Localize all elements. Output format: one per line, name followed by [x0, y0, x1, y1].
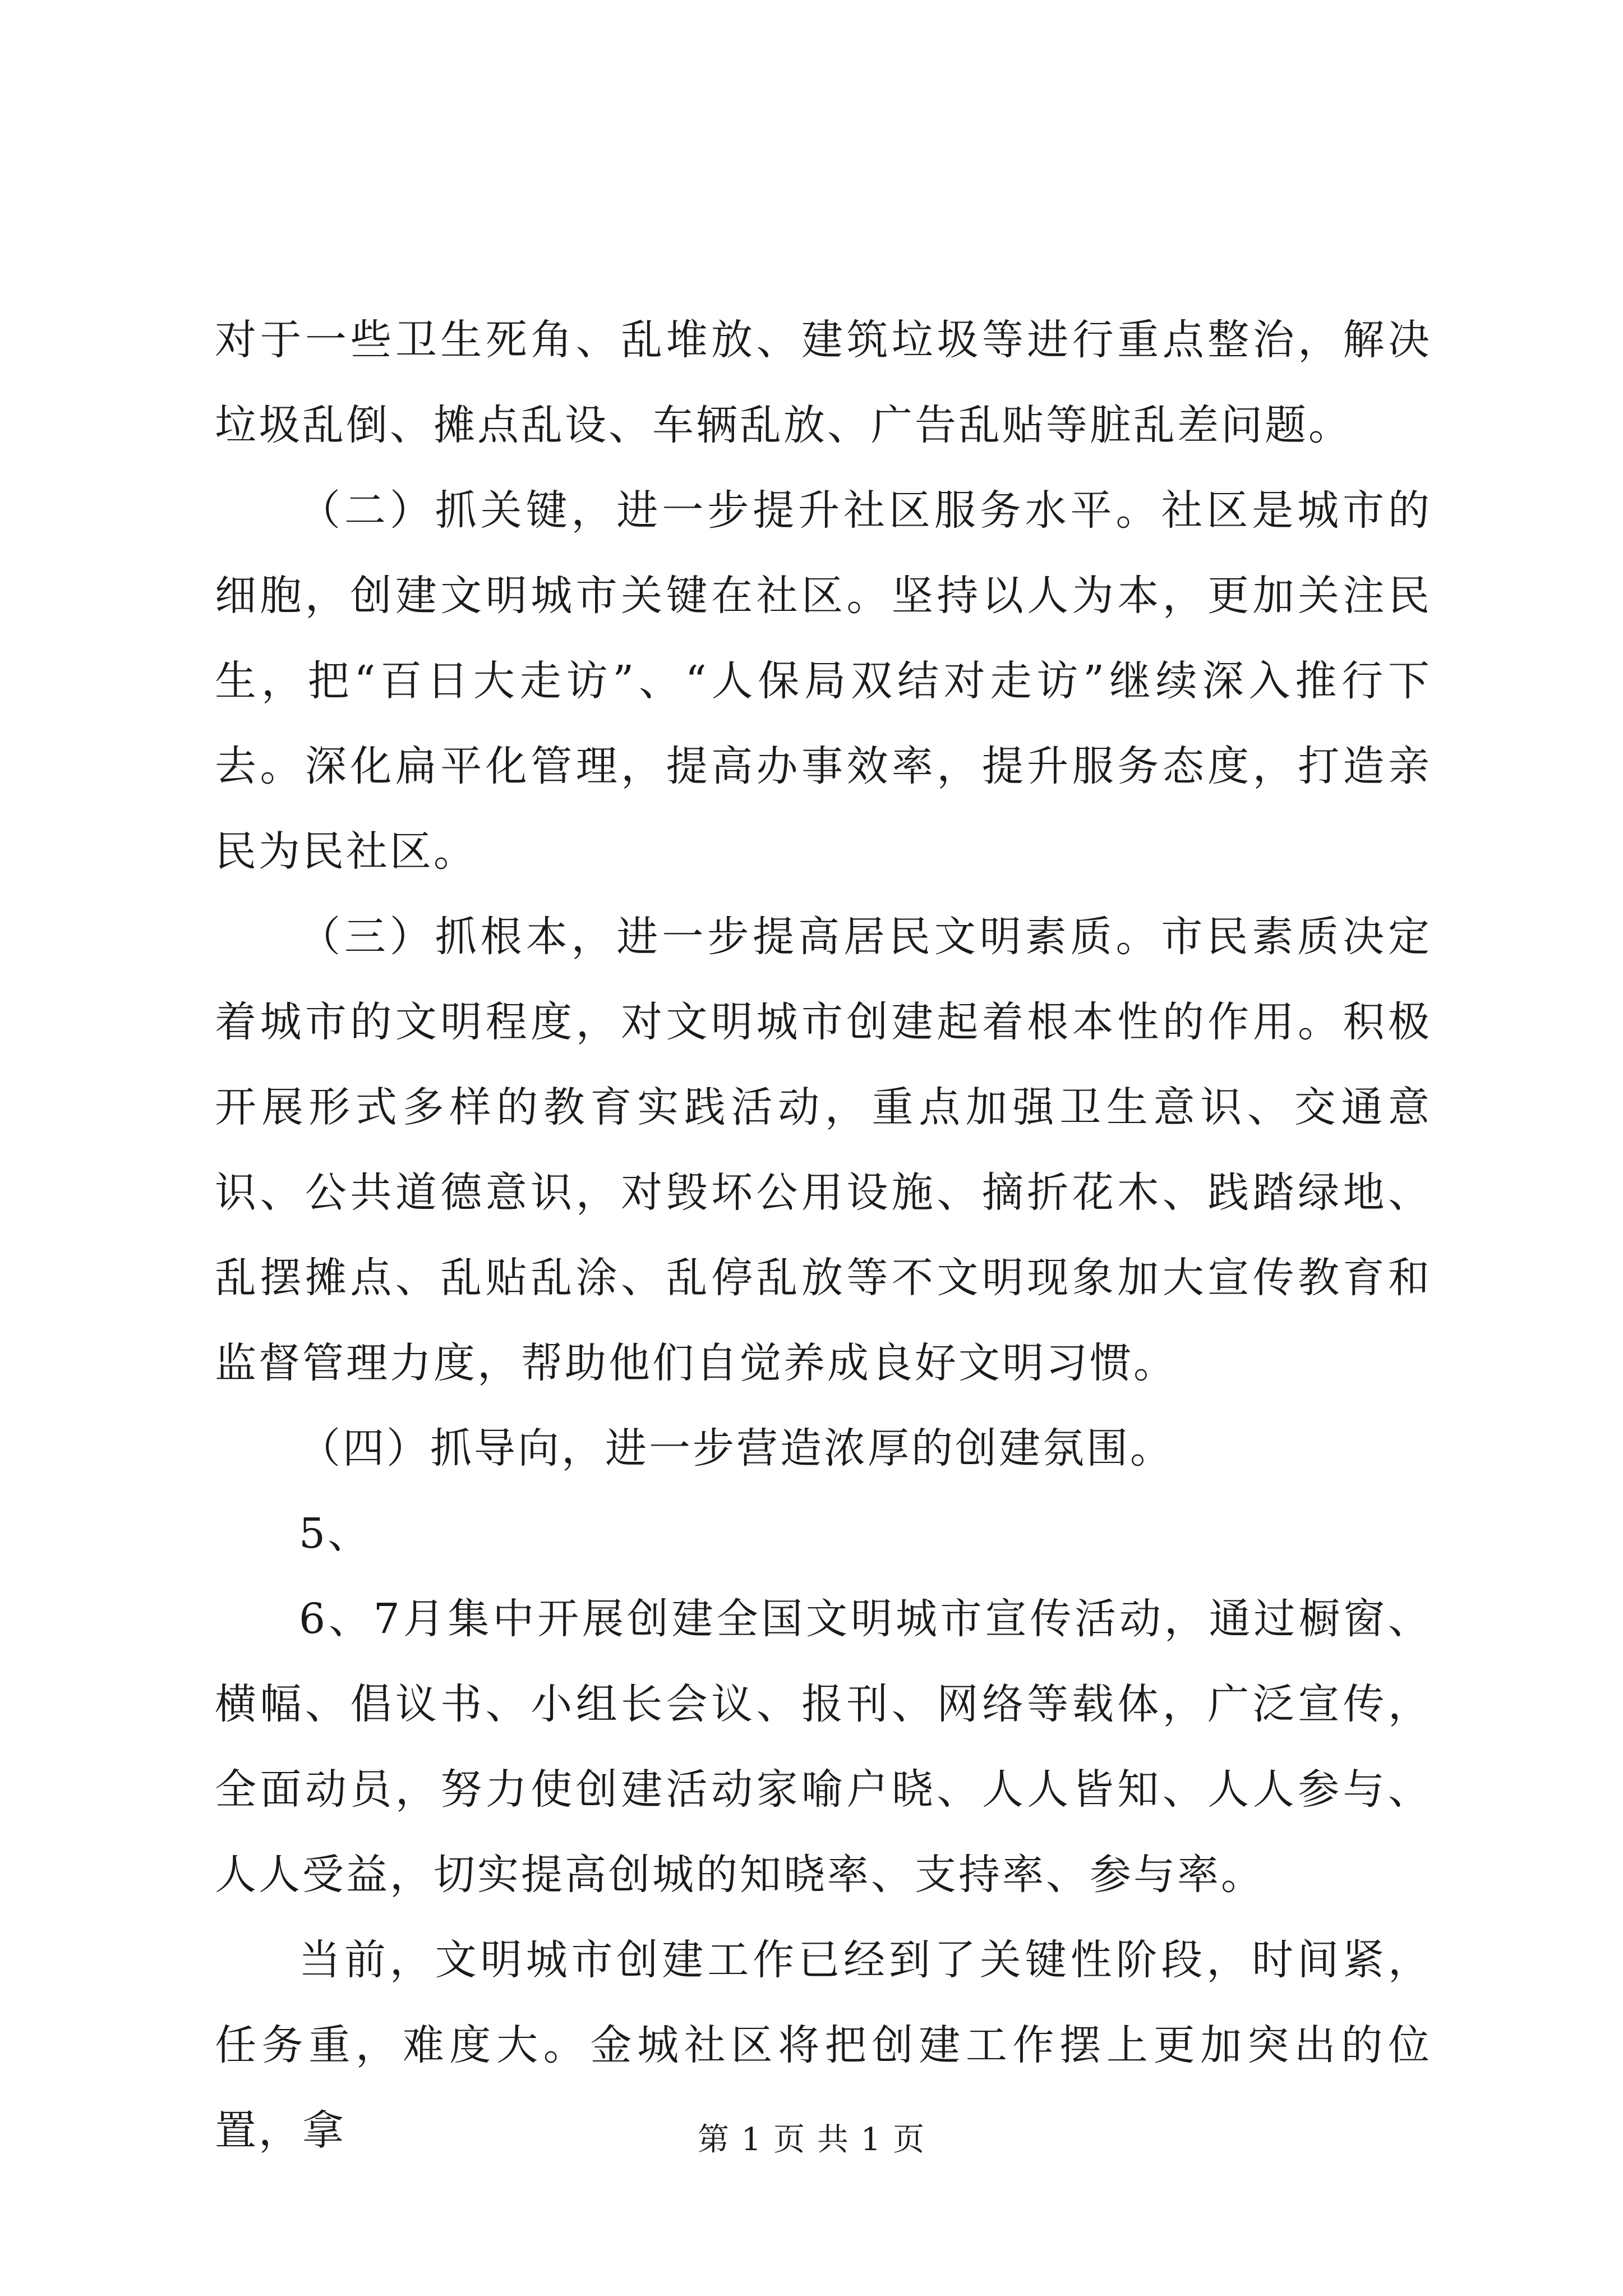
- paragraph-4: （四）抓导向，进一步营造浓厚的创建氛围。: [299, 1424, 1174, 1473]
- paragraph-3: （三）抓根本，进一步提高居民文明素质。市民素质决定着城市的文明程度，对文明城市创建起着根本性的作用。积极开展形式多样的教育实践活动，重点加强卫生意识、交通意识、公共道德意识，对毁坏公用设施、摘折花木、践踏绿地、乱摆摊点、乱贴乱涂、乱停乱放等不文明现象加大宣传教育和监督管理力度，帮助他们自觉养成良好文明习惯。: [215, 913, 1432, 1387]
- paragraph-1: 对于一些卫生死角、乱堆放、建筑垃圾等进行重点整治，解决垃圾乱倒、摊点乱设、车辆乱放、广告乱贴等脏乱差问题。: [215, 316, 1432, 449]
- document-body: [215, 297, 1432, 2173]
- paragraph-5: 5、: [299, 1510, 372, 1558]
- paragraph-7: 当前，文明城市创建工作已经到了关键性阶段，时间紧，任务重，难度大。金城社区将把创建工作摆上更加突出的位置，拿: [215, 1936, 1432, 2155]
- paragraph-6: 6、7月集中开展创建全国文明城市宣传活动，通过橱窗、横幅、倡议书、小组长会议、报刊、网络等载体，广泛宣传，全面动员，努力使创建活动家喻户晓、人人皆知、人人参与、人人受益，切实提高创城的知晓率、支持率、参与率。: [215, 1595, 1432, 1899]
- paragraph-2: （二）抓关键，进一步提升社区服务水平。社区是城市的细胞，创建文明城市关键在社区。坚持以人为本，更加关注民生，把“百日大走访”、“人保局双结对走访”继续深入推行下去。深化扁平化管理，提高办事效率，提升服务态度，打造亲民为民社区。: [215, 486, 1432, 876]
- page-footer: 第 1 页 共 1 页: [697, 2122, 926, 2158]
